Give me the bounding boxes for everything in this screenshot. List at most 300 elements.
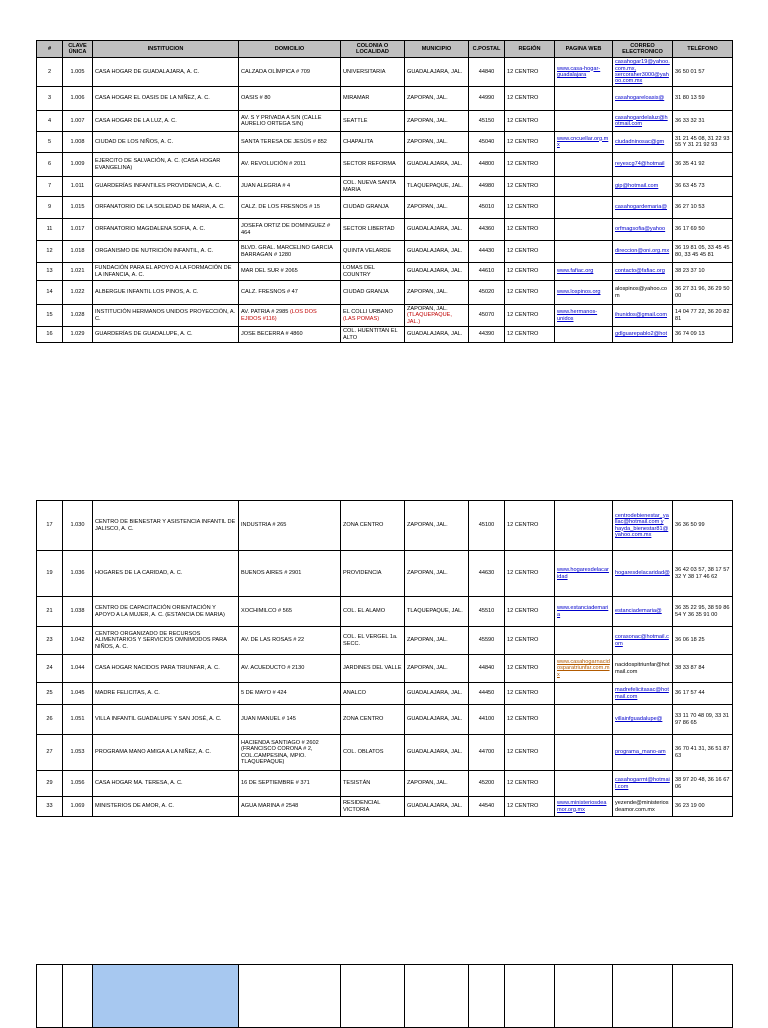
cell-institucion: ORFANATORIO MAGDALENA SOFIA, A. C. [93,219,239,241]
colonia-text: ANALCO [343,690,367,697]
cell-email-link[interactable]: direccion@oni.org.mx [613,241,673,263]
cell-web-link [555,735,613,771]
cell-institucion: GUARDERÍAS INFANTILES PROVIDENCIA, A. C. [93,177,239,197]
cell-email-link[interactable]: yezende@ministeriosdeamor.com.mx [613,797,673,817]
cell-municipio [405,735,469,771]
cell-municipio [405,627,469,655]
table-row [37,177,733,197]
cell-email-link[interactable]: ciudadninosac@gm [613,132,673,153]
colonia-text: COL. NUEVA SANTA MARIA [343,180,396,193]
cell-municipio [405,597,469,627]
institutions-table-bottom [36,500,733,817]
cell-clave: 1.042 [63,627,93,655]
table-row [37,683,733,705]
table-row [37,153,733,177]
domicilio-text: SANTA TERESA DE JESÚS # 852 [241,138,327,145]
domicilio-text: AV. DE LAS ROSAS # 22 [241,637,305,644]
cell-municipio [405,263,469,281]
municipio-text: ZAPOPAN, JAL. [407,522,448,529]
cell-telefono: 38 97 20 48, 36 16 67 06 [673,771,733,797]
domicilio-text: AV. ACUEDUCTO # 2130 [241,665,305,672]
domicilio-text: OASIS # 80 [241,95,271,102]
cell-telefono: 36 17 69 50 [673,219,733,241]
cell-cpostal: 44450 [469,683,505,705]
cell-domicilio [239,551,341,597]
cell-institucion: EJERCITO DE SALVACIÓN, A. C. (CASA HOGAR EVANGELINA) [93,153,239,177]
municipio-text: ZAPOPAN, JAL. [407,117,448,124]
cell-colonia [341,627,405,655]
cell-cpostal: 45590 [469,627,505,655]
cell-num: 7 [37,177,63,197]
cell-telefono: 38 23 37 10 [673,263,733,281]
cell-web-link [555,241,613,263]
table-row [37,281,733,305]
colonia-text: QUINTA VELARDE [343,248,392,255]
cell-telefono: 36 42 03 57, 38 17 57 32 Y 38 17 46 62 [673,551,733,597]
cell-telefono: 31 80 13 59 [673,87,733,111]
cell-region: 12 CENTRO [505,705,555,735]
domicilio-text: CALZADA OLÍMPICA # 709 [241,68,311,75]
cell-colonia [341,241,405,263]
domicilio-text: INDUSTRIA # 265 [241,522,287,529]
cell-municipio [405,87,469,111]
colonia-text: COL. EL VERGEL 1a. SECC. [343,634,398,647]
cell-institucion: ORGANISMO DE NUTRICIÓN INFANTIL, A. C. [93,241,239,263]
cell-domicilio [239,735,341,771]
domicilio-alt-text: (LOS DOS EJIDOS #116) [241,309,317,322]
colonia-text: COL. HUENTITAN EL ALTO [343,328,398,341]
cell-email-link[interactable]: programa_mano-am [613,735,673,771]
cell-num: 29 [37,771,63,797]
cell-colonia [341,263,405,281]
cell-municipio [405,153,469,177]
cell-email-link[interactable]: nacidospitriunfar@hotmail.com [613,655,673,683]
municipio-text: TLAQUEPAQUE, JAL. [407,183,463,190]
cell-institucion: HOGARES DE LA CARIDAD, A. C. [93,551,239,597]
cell-municipio [405,327,469,343]
cell-telefono: 33 11 70 48 09, 33 31 97 86 65 [673,705,733,735]
municipio-text: GUADALAJARA, JAL. [407,161,463,168]
cell-telefono: 36 06 18 25 [673,627,733,655]
colonia-text: COL. OBLATOS [343,749,384,756]
table-row [37,655,733,683]
cell-web-link [555,87,613,111]
cell-colonia [341,197,405,219]
header-region: REGIÓN [505,41,555,58]
cell-clave: 1.056 [63,771,93,797]
cell-colonia [341,705,405,735]
cell-institucion: MINISTERIOS DE AMOR, A. C. [93,797,239,817]
cell-colonia [341,551,405,597]
cell-clave: 1.018 [63,241,93,263]
cell-institucion: CASA HOGAR DE LA LUZ, A. C. [93,111,239,132]
cell-colonia [341,281,405,305]
cell-num: 2 [37,58,63,87]
cell-web-link [555,197,613,219]
cell-email-link[interactable]: alospinos@yahoo.com [613,281,673,305]
cell-domicilio [239,219,341,241]
cell-institucion: FUNDACIÓN PARA EL APOYO A LA FORMACIÓN DE LA INFANCIA, A. C. [93,263,239,281]
domicilio-text: BLVD. GRAL. MARCELINO GARCIA BARRAGAN # 1280 [241,245,333,258]
empty-cell [63,965,93,1028]
cell-cpostal: 45040 [469,132,505,153]
cell-domicilio [239,597,341,627]
cell-email-link[interactable]: casahogar19@yahoo.com.mx, sercoraher3000@yahoo.com.mx [613,58,673,87]
cell-region: 12 CENTRO [505,551,555,597]
cell-cpostal: 45200 [469,771,505,797]
cell-num: 16 [37,327,63,343]
colonia-text: CHAPALITA [343,138,374,145]
cell-municipio [405,797,469,817]
domicilio-text: CALZ. FRESNOS # 47 [241,289,298,296]
cell-region: 12 CENTRO [505,263,555,281]
cell-municipio [405,241,469,263]
cell-colonia [341,305,405,327]
cell-cpostal: 44840 [469,58,505,87]
cell-cpostal: 45150 [469,111,505,132]
cell-num: 23 [37,627,63,655]
municipio-text: ZAPOPAN, JAL. [407,306,448,312]
colonia-text: EL COLLI URBANO [343,309,393,316]
cell-clave: 1.007 [63,111,93,132]
colonia-text: PROVIDENCIA [343,570,382,577]
cell-web-link[interactable]: www.hogaresdelacaridad [555,551,613,597]
cell-clave: 1.011 [63,177,93,197]
cell-cpostal: 45010 [469,197,505,219]
cell-region: 12 CENTRO [505,771,555,797]
cell-region: 12 CENTRO [505,219,555,241]
cell-web-link [555,683,613,705]
empty-cell [341,965,405,1028]
domicilio-text: 5 DE MAYO # 424 [241,690,287,697]
cell-clave: 1.008 [63,132,93,153]
cell-municipio [405,655,469,683]
colonia-text: RESIDENCIAL VICTORIA [343,800,381,813]
cell-institucion: PROGRAMA MANO AMIGA A LA NIÑEZ, A. C. [93,735,239,771]
cell-clave: 1.030 [63,501,93,551]
cell-cpostal: 45100 [469,501,505,551]
cell-institucion: CASA HOGAR NACIDOS PARA TRIUNFAR, A. C. [93,655,239,683]
cell-clave: 1.069 [63,797,93,817]
cell-domicilio [239,263,341,281]
cell-email-link[interactable]: casahogarmt@hotmail.com [613,771,673,797]
cell-municipio [405,305,469,327]
cell-clave: 1.044 [63,655,93,683]
cell-cpostal: 45070 [469,305,505,327]
cell-colonia [341,132,405,153]
domicilio-text: AV. PATRIA # 2985 [241,309,289,316]
cell-clave: 1.036 [63,551,93,597]
cell-web-link [555,153,613,177]
table-row [37,263,733,281]
cell-web-link[interactable]: www.casa-hogar-guadalajara [555,58,613,87]
cell-municipio [405,705,469,735]
cell-cpostal: 44390 [469,327,505,343]
cell-municipio [405,197,469,219]
cell-web-link [555,219,613,241]
cell-region: 12 CENTRO [505,501,555,551]
municipio-text: GUADALAJARA, JAL. [407,803,463,810]
domicilio-text: 16 DE SEPTIEMBRE # 371 [241,780,310,787]
cell-telefono: 36 70 41 31, 36 51 87 63 [673,735,733,771]
cell-num: 26 [37,705,63,735]
cell-email-link[interactable]: ihunidos@gmail.com [613,305,673,327]
header-institucion: INSTITUCION [93,41,239,58]
cell-colonia [341,735,405,771]
table-row [37,797,733,817]
cell-municipio [405,683,469,705]
cell-domicilio [239,501,341,551]
cell-institucion: GUARDERÍAS DE GUADALUPE, A. C. [93,327,239,343]
cell-colonia [341,219,405,241]
cell-num: 12 [37,241,63,263]
cell-telefono: 36 35 41 92 [673,153,733,177]
table-row [37,551,733,597]
cell-email-link[interactable]: reyescg74@hotmail [613,153,673,177]
cell-institucion: CENTRO DE CAPACITACIÓN ORIENTACIÓN Y APOYO A LA MUJER, A. C. (ESTANCIA DE MARIA) [93,597,239,627]
municipio-text: GUADALAJARA, JAL. [407,749,463,756]
cell-clave: 1.015 [63,197,93,219]
cell-domicilio [239,683,341,705]
table-row [37,241,733,263]
table-row [37,58,733,87]
cell-email-link[interactable]: gip@hotmail.com [613,177,673,197]
cell-institucion: ORFANATORIO DE LA SOLEDAD DE MARIA, A. C. [93,197,239,219]
cell-email-link[interactable]: casahogardemaria@ [613,197,673,219]
cell-telefono: 36 36 50 99 [673,501,733,551]
municipio-text: GUADALAJARA, JAL. [407,268,463,275]
cell-clave: 1.005 [63,58,93,87]
cell-institucion: CENTRO ORGANIZADO DE RECURSOS ALIMENTARIOS Y SERVICIOS OMNIMODOS PARA NIÑOS, A. C. [93,627,239,655]
colonia-text: CIUDAD GRANJA [343,204,389,211]
empty-cell [555,965,613,1028]
domicilio-text: JUAN ALEGRIA # 4 [241,183,291,190]
table-row [37,735,733,771]
cell-region: 12 CENTRO [505,87,555,111]
cell-institucion: CASA HOGAR EL OASIS DE LA NIÑEZ, A. C. [93,87,239,111]
header-correo: CORREO ELECTRONICO [613,41,673,58]
header-cpostal: C.POSTAL [469,41,505,58]
cell-colonia [341,87,405,111]
cell-clave: 1.017 [63,219,93,241]
municipio-text: GUADALAJARA, JAL. [407,226,463,233]
cell-domicilio [239,797,341,817]
cell-web-link [555,501,613,551]
cell-num: 9 [37,197,63,219]
cell-telefono: 36 63 45 73 [673,177,733,197]
municipio-text: GUADALAJARA, JAL. [407,716,463,723]
cell-colonia [341,771,405,797]
header-web: PAGINA WEB [555,41,613,58]
cell-email-link[interactable]: villainfguadalupe@ [613,705,673,735]
cell-colonia [341,597,405,627]
colonia-text: CIUDAD GRANJA [343,289,389,296]
cell-web-link[interactable]: www.ministeriosdeamor.org.mx [555,797,613,817]
cell-region: 12 CENTRO [505,797,555,817]
cell-email-link[interactable]: casahogardelaluz@hotmail.com [613,111,673,132]
table-row [37,197,733,219]
municipio-text: ZAPOPAN, JAL. [407,570,448,577]
municipio-text: ZAPOPAN, JAL. [407,204,448,211]
cell-email-link[interactable]: hogaresdelacaridad@ [613,551,673,597]
cell-web-link[interactable]: www.lospinos.org [555,281,613,305]
colonia-text: TESISTÁN [343,780,371,787]
cell-clave: 1.045 [63,683,93,705]
cell-institucion: ALBERGUE INFANTIL LOS PINOS, A. C. [93,281,239,305]
cell-clave: 1.009 [63,153,93,177]
cell-num: 4 [37,111,63,132]
cell-domicilio [239,153,341,177]
cell-colonia [341,177,405,197]
cell-domicilio [239,197,341,219]
cell-email-link[interactable]: corasonac@hotmail.com [613,627,673,655]
cell-institucion: CENTRO DE BIENESTAR Y ASISTENCIA INFANTIL DE JALISCO, A. C. [93,501,239,551]
header-clave: CLAVE ÚNICA [63,41,93,58]
cell-email-link[interactable]: centrodebienestar_yallac@hotmail.com y hayda_bienestar81@yahoo.com.mx [613,501,673,551]
cell-domicilio [239,111,341,132]
cell-email-link[interactable]: estanciademaria@ [613,597,673,627]
cell-telefono: 36 50 01 57 [673,58,733,87]
cell-domicilio [239,305,341,327]
cell-institucion: MADRE FELICITAS, A. C. [93,683,239,705]
table-row [37,705,733,735]
municipio-text: ZAPOPAN, JAL. [407,289,448,296]
cell-region: 12 CENTRO [505,241,555,263]
cell-num: 24 [37,655,63,683]
cell-cpostal: 44100 [469,705,505,735]
cell-num: 27 [37,735,63,771]
cell-telefono: 36 33 32 31 [673,111,733,132]
empty-row [37,965,733,1028]
cell-cpostal: 45020 [469,281,505,305]
cell-domicilio [239,627,341,655]
domicilio-text: JOSEFA ORTIZ DE DOMINGUEZ # 464 [241,223,331,236]
colonia-text: ZONA CENTRO [343,522,384,529]
cell-domicilio [239,327,341,343]
cell-clave: 1.053 [63,735,93,771]
cell-num: 6 [37,153,63,177]
municipio-text: ZAPOPAN, JAL. [407,637,448,644]
cell-region: 12 CENTRO [505,305,555,327]
cell-cpostal: 44980 [469,177,505,197]
cell-clave: 1.022 [63,281,93,305]
cell-telefono: 36 19 81 05, 33 45 45 80, 33 45 45 81 [673,241,733,263]
cell-colonia [341,797,405,817]
cell-telefono: 36 23 19 00 [673,797,733,817]
empty-cell [673,965,733,1028]
empty-cell [613,965,673,1028]
domicilio-text: MAR DEL SUR # 2065 [241,268,298,275]
cell-institucion: VILLA INFANTIL GUADALUPE Y SAN JOSÉ, A. C. [93,705,239,735]
municipio-text: ZAPOPAN, JAL. [407,95,448,102]
cell-telefono: 36 27 31 96, 36 29 50 00 [673,281,733,305]
cell-num: 19 [37,551,63,597]
cell-num: 13 [37,263,63,281]
cell-telefono: 36 74 09 13 [673,327,733,343]
table-row [37,305,733,327]
cell-web-link [555,771,613,797]
header-domicilio: DOMICILIO [239,41,341,58]
cell-colonia [341,655,405,683]
cell-domicilio [239,132,341,153]
cell-municipio [405,111,469,132]
domicilio-text: HACIENDA SANTIAGO # 2602 (FRANCISCO CORONA # 2, COL.CAMPESINA, MPIO. TLAQUEPAQUE) [241,739,319,765]
colonia-text: MIRAMAR [343,95,370,102]
municipio-alt-text: (TLAQUEPAQUE, JAL.) [407,312,452,325]
empty-cell [505,965,555,1028]
cell-telefono: 31 21 45 08, 31 22 93 55 Y 31 21 92 93 [673,132,733,153]
cell-web-link[interactable]: www.hermanos-unidos [555,305,613,327]
cell-telefono: 36 27 10 53 [673,197,733,219]
cell-domicilio [239,705,341,735]
cell-email-link[interactable]: madrefelicitasac@hotmail.com [613,683,673,705]
cell-municipio [405,177,469,197]
cell-colonia [341,153,405,177]
cell-region: 12 CENTRO [505,735,555,771]
cell-clave: 1.038 [63,597,93,627]
cell-num: 25 [37,683,63,705]
cell-web-link [555,627,613,655]
cell-email-link[interactable]: gdlguarepablo2@hot [613,327,673,343]
cell-domicilio [239,771,341,797]
cell-email-link[interactable]: contacto@fafiac.org [613,263,673,281]
cell-telefono: 36 17 57 44 [673,683,733,705]
table-row [37,132,733,153]
domicilio-text: AV. S Y PRIVADA A S/N (CALLE AURELIO ORTEGA S/N) [241,114,322,127]
institutions-table-top [36,40,733,343]
empty-table-footer [36,964,733,1028]
cell-institucion: CIUDAD DE LOS NIÑOS, A. C. [93,132,239,153]
cell-domicilio [239,655,341,683]
cell-email-link[interactable]: casahogareloasis@ [613,87,673,111]
cell-region: 12 CENTRO [505,111,555,132]
header-municipio: MUNICIPIO [405,41,469,58]
cell-colonia [341,683,405,705]
municipio-text: TLAQUEPAQUE, JAL. [407,608,463,615]
domicilio-text: JOSE BECERRA # 4860 [241,331,303,338]
cell-colonia [341,327,405,343]
cell-web-link [555,111,613,132]
colonia-text: ZONA CENTRO [343,716,384,723]
cell-municipio [405,771,469,797]
cell-clave: 1.029 [63,327,93,343]
cell-cpostal: 44610 [469,263,505,281]
municipio-text: GUADALAJARA, JAL. [407,331,463,338]
cell-domicilio [239,281,341,305]
cell-cpostal: 44700 [469,735,505,771]
cell-cpostal: 44360 [469,219,505,241]
cell-domicilio [239,177,341,197]
cell-region: 12 CENTRO [505,655,555,683]
cell-cpostal: 44630 [469,551,505,597]
cell-municipio [405,219,469,241]
table-row [37,597,733,627]
cell-web-link[interactable]: www.fafiac.org [555,263,613,281]
cell-web-link[interactable]: www.cncuellar.org.mx [555,132,613,153]
cell-region: 12 CENTRO [505,197,555,219]
cell-web-link[interactable]: www.casahogarnacidosparatriunfar.com.mx [555,655,613,683]
cell-municipio [405,281,469,305]
cell-email-link[interactable]: orfmagsofia@yahoo [613,219,673,241]
colonia-text: LOMAS DEL COUNTRY [343,265,375,278]
cell-num: 15 [37,305,63,327]
header-telefono: TELÉFONO [673,41,733,58]
cell-institucion: CASA HOGAR MA. TERESA, A. C. [93,771,239,797]
cell-web-link [555,177,613,197]
header-row [37,41,733,58]
cell-cpostal: 44840 [469,655,505,683]
cell-web-link[interactable]: www.estanciademaria [555,597,613,627]
